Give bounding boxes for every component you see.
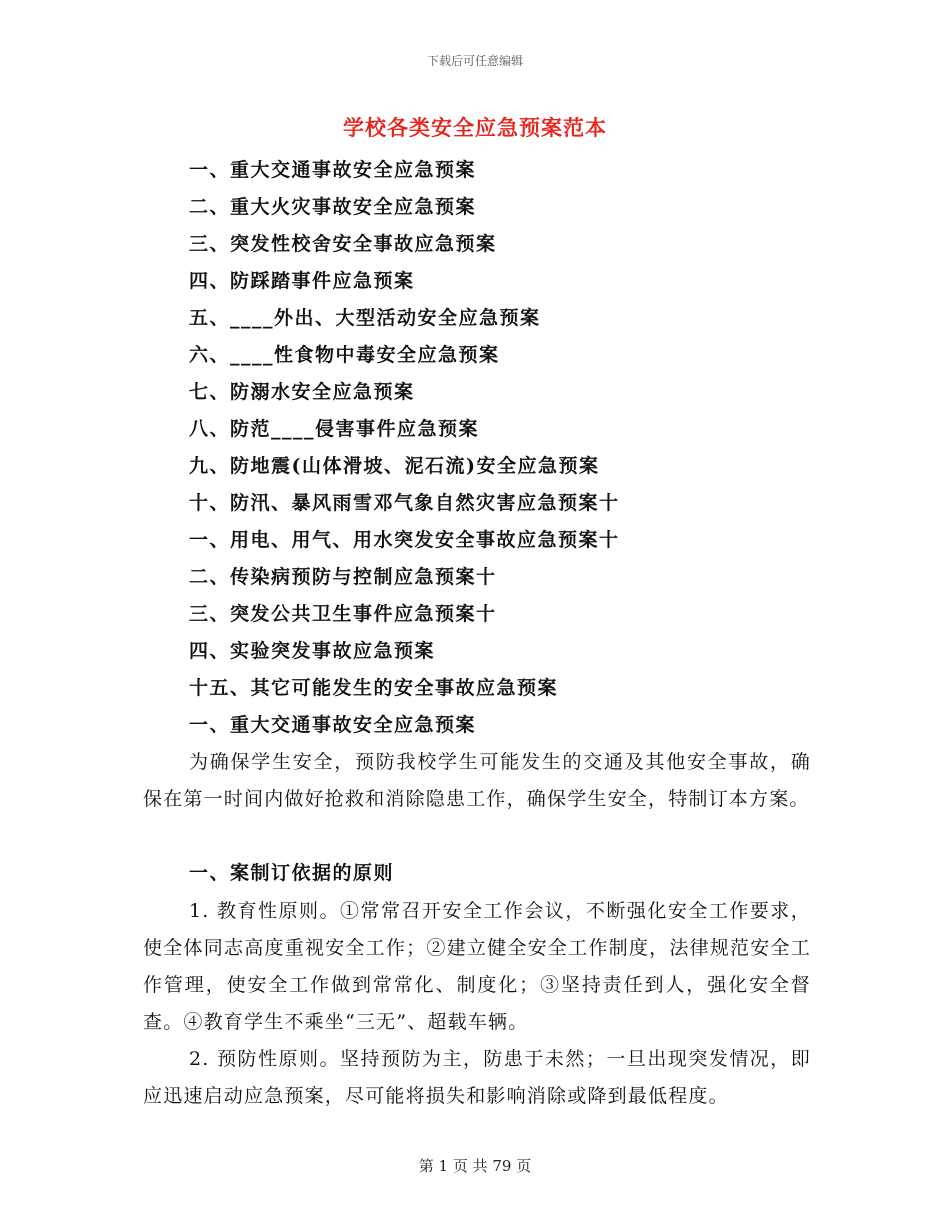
page-header: 下载后可任意编辑 [426, 54, 523, 68]
intro-paragraph: 为确保学生安全，预防我校学生可能发生的交通及其他安全事故，确保在第一时间内做好抢救和消除隐患工作，确保学生安全，特制订本方案。 [143, 751, 811, 810]
toc-item: 一、重大交通事故安全应急预案 [189, 159, 477, 181]
toc-item: 八、防范____侵害事件应急预案 [189, 418, 480, 440]
toc-item: 二、传染病预防与控制应急预案十 [189, 566, 497, 588]
toc-item: 十、防汛、暴风雨雪邓气象自然灾害应急预案十 [189, 492, 620, 514]
section-heading: 一、重大交通事故安全应急预案 [189, 714, 477, 736]
toc-item: 二、重大火灾事故安全应急预案 [189, 196, 477, 218]
toc-item: 三、突发性校舍安全事故应急预案 [189, 233, 497, 255]
page-footer: 第 1 页 共 79 页 [418, 1157, 532, 1175]
toc-item: 四、实验突发事故应急预案 [189, 640, 436, 662]
document-title: 学校各类安全应急预案范本 [343, 115, 607, 140]
toc-item: 六、____性食物中毒安全应急预案 [189, 344, 500, 366]
toc-item: 七、防溺水安全应急预案 [189, 381, 415, 403]
principle-paragraph-1: 1. 教育性原则。①常常召开安全工作会议，不断强化安全工作要求，使全体同志高度重视安全工作；②建立健全安全工作制度，法律规范安全工作管理，使安全工作做到常常化、制度化；③坚持责任到人，强化安全督查。④教育学生不乘坐“三无”、超载车辆。 [143, 900, 811, 1033]
principle-paragraph-2: 2. 预防性原则。坚持预防为主，防患于未然；一旦出现突发情况，即应迅速启动应急预案，尽可能将损失和影响消除或降到最低程度。 [143, 1048, 811, 1107]
toc-item: 九、防地震(山体滑坡、泥石流)安全应急预案 [189, 455, 600, 477]
toc-item: 十五、其它可能发生的安全事故应急预案 [189, 677, 559, 699]
toc-item: 五、____外出、大型活动安全应急预案 [189, 307, 541, 329]
toc-item: 四、防踩踏事件应急预案 [189, 270, 415, 292]
toc-item: 一、用电、用气、用水突发安全事故应急预案十 [189, 529, 620, 551]
table-of-contents [189, 152, 620, 707]
toc-item: 三、突发公共卫生事件应急预案十 [189, 603, 497, 625]
sub-heading: 一、案制订依据的原则 [189, 862, 395, 884]
